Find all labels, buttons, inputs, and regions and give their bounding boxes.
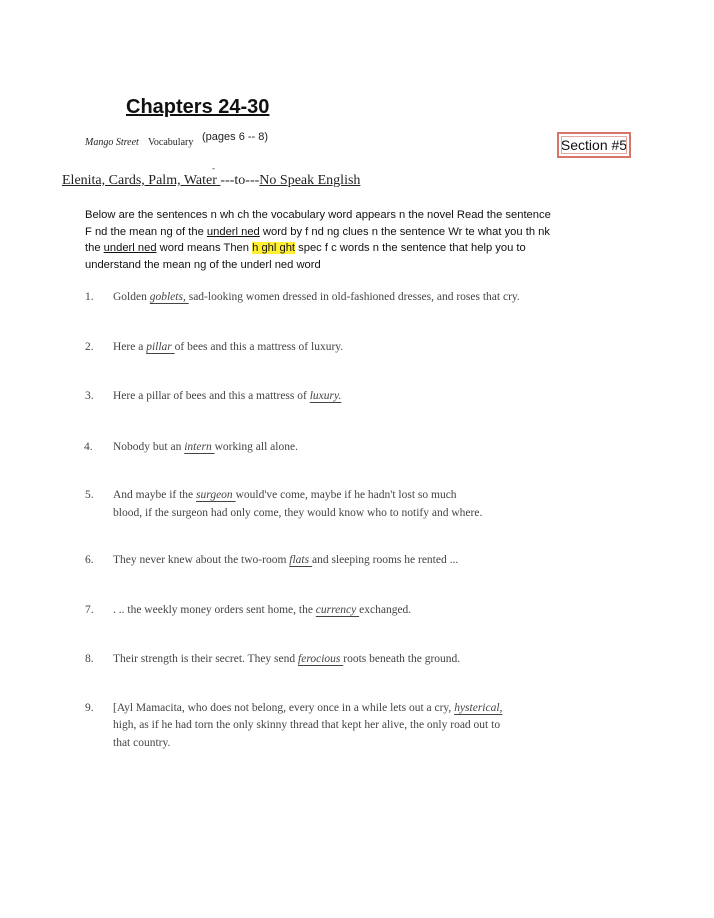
sentence-text: would've come, maybe if he hadn't lost so much (235, 489, 457, 501)
vocab-word: luxury. (309, 390, 342, 402)
list-item (113, 604, 411, 616)
list-item (113, 341, 343, 353)
vocab-word: flats (289, 554, 312, 566)
vocab-word: hysterical, (454, 702, 503, 714)
chapter-end: No Speak English (259, 173, 361, 188)
list-item (113, 441, 298, 453)
instr-text: F nd the mean ng of the (85, 225, 207, 238)
book-title: Mango Street (85, 137, 139, 148)
item-number: 5. (85, 489, 94, 501)
sentence-text: working all alone. (214, 441, 298, 453)
instr-text: word means Then (156, 242, 253, 254)
sentence-text: Golden (113, 291, 150, 303)
chapter-range (62, 173, 360, 189)
item-number: 1. (85, 291, 94, 303)
item-number: 7. (85, 604, 94, 616)
sentence-text: sad-looking women dressed in old-fashioned dresses, and roses that cry. (188, 291, 520, 303)
list-item (113, 291, 520, 303)
list-item-continuation: blood, if the surgeon had only come, they would know who to notify and where. (113, 507, 483, 519)
vocab-word: ferocious (298, 653, 344, 665)
instr-text: word by f nd ng clues n the sentence Wr te what you th nk (259, 225, 550, 238)
instr-text: the (85, 242, 104, 254)
list-item (113, 702, 502, 714)
vocab-word: surgeon (196, 489, 236, 501)
vocab-label: Vocabulary (148, 137, 194, 148)
sentence-text: Nobody but an (113, 441, 185, 453)
sentence-text: of bees and this a mattress of luxury. (174, 341, 344, 353)
section-label: Section #5 (560, 137, 628, 153)
sentence-text: Their strength is their secret. They send (113, 653, 299, 665)
page-range: (pages 6 -- 8) (202, 131, 269, 143)
item-number: 8. (85, 653, 94, 665)
instr-line-2 (85, 224, 600, 241)
sentence-text: roots beneath the ground. (343, 653, 461, 665)
instr-underlined: underl ned (206, 225, 260, 238)
instr-highlighted: h ghl ght (252, 242, 296, 254)
list-item (113, 554, 458, 566)
vocab-word: currency (315, 604, 360, 616)
vocab-word: intern (184, 441, 215, 453)
list-item-continuation: high, as if he had torn the only skinny thread that kept her alive, the only road out to (113, 719, 501, 731)
sentence-text: And maybe if the (113, 489, 197, 501)
sentence-text: exchanged. (359, 604, 412, 616)
instr-text: spec f c words n the sentence that help you to (295, 242, 526, 254)
list-item (113, 489, 457, 501)
item-number: 9. (85, 702, 94, 714)
list-item (113, 653, 460, 665)
sentence-text: They never knew about the two-room (113, 554, 290, 566)
section-box (557, 132, 631, 158)
vocab-word: goblets, (149, 291, 189, 303)
page-title: Chapters 24-30 (126, 96, 270, 118)
instructions (85, 207, 600, 273)
chapter-sep: ---to--- (220, 173, 260, 188)
item-number: 2. (85, 341, 94, 353)
sentence-text: Here a pillar of bees and this a mattress of (113, 390, 310, 402)
item-number: 4. (84, 441, 93, 453)
sentence-text: . .. the weekly money orders sent home, the (113, 604, 316, 616)
sentence-text: and sleeping rooms he rented ... (311, 554, 459, 566)
list-item (113, 390, 341, 402)
instr-underlined: underl ned (103, 242, 157, 254)
tick-mark: - (212, 163, 215, 173)
instr-line-4: understand the mean ng of the underl ned word (85, 258, 321, 271)
sentence-text: [Ayl Mamacita, who does not belong, every once in a while lets out a cry, (113, 702, 455, 714)
instr-line-1: Below are the sentences n wh ch the vocabulary word appears n the novel Read the sentence (85, 209, 551, 221)
item-number: 3. (85, 390, 94, 402)
instr-line-3 (85, 240, 600, 257)
chapter-start: Elenita, Cards, Palm, Water (62, 173, 221, 188)
vocab-word: pillar (146, 341, 175, 353)
sentence-text: Here a (113, 341, 147, 353)
list-item-continuation: that country. (113, 737, 171, 749)
item-number: 6. (85, 554, 94, 566)
